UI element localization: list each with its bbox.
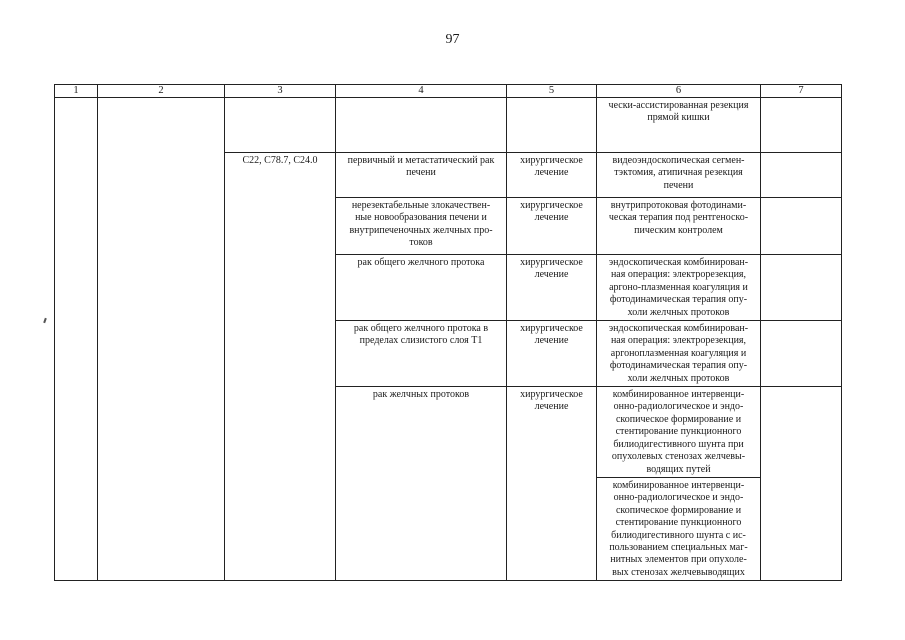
col-header-3: 3 [225, 85, 336, 98]
page-number: 97 [445, 32, 460, 47]
col-header-1: 1 [55, 85, 98, 98]
cell-col7 [761, 255, 842, 321]
cell-method [597, 255, 761, 321]
cell-disease [336, 387, 507, 581]
method-text: видеоэндоскопическая сегмен- тэктомия, атипичная резекция печени [612, 155, 745, 191]
method-text: комбинированное интервенци- онно-радиологическое и эндо- скопическое формирование и стентирование пункционного билиодигестивного шунта при опухолевых стенозах желчевы- водящих путей [611, 389, 746, 475]
treatment-text: хирургическое лечение [520, 200, 583, 224]
procedures-table [54, 84, 842, 581]
icd-codes-text: C22, C78.7, C24.0 [242, 155, 318, 166]
cell-col3 [225, 98, 336, 153]
cell-disease [336, 321, 507, 387]
method-text: комбинированное интервенци- онно-радиологическое и эндо- скопическое формирование и стентирование пункционного билиодигестивного шунта с ис- пользованием специальных маг- нитных элементов при опухоле- вых стенозах желчевыводящих [609, 479, 748, 578]
cell-treatment [507, 321, 597, 387]
cell-treatment [507, 153, 597, 198]
cell-col2 [98, 98, 225, 581]
method-text: чески-ассистированная резекция прямой кишки [608, 100, 749, 124]
cell-method [597, 387, 761, 478]
method-text: внутрипротоковая фотодинами- ческая терапия под рентгеноско- пическим контролем [608, 200, 749, 236]
cell-disease [336, 198, 507, 255]
disease-text: рак общего желчного протока [357, 257, 485, 268]
header-row [55, 85, 842, 98]
treatment-text: хирургическое лечение [520, 257, 583, 281]
disease-text: рак желчных протоков [372, 389, 470, 401]
cell-col7 [761, 321, 842, 387]
disease-text: первичный и метастатический рак печени [347, 155, 495, 179]
cell-disease [336, 153, 507, 198]
scan-speck [43, 318, 47, 323]
method-text: эндоскопическая комбинирован- ная операция: электрорезекция, аргоно-плазменная коагуляция и фотодинамическая терапия опу- холи желчных протоков [608, 257, 749, 318]
cell-treatment [507, 198, 597, 255]
cell-treatment [507, 255, 597, 321]
cell-col7 [761, 387, 842, 581]
method-text: эндоскопическая комбинирован- ная операция: электрорезекция, аргоноплазменная коагуляция и фотодинамическая терапия опу- холи желчных протоков [608, 323, 749, 384]
cell-col1 [55, 98, 98, 581]
cell-disease [336, 255, 507, 321]
cell-col7 [761, 198, 842, 255]
treatment-text: хирургическое лечение [520, 155, 583, 179]
cell-method [597, 477, 761, 580]
col-header-6: 6 [597, 85, 761, 98]
cell-method [597, 198, 761, 255]
disease-text: рак общего желчного протока в пределах слизистого слоя T1 [353, 323, 489, 347]
table-row [55, 98, 842, 153]
cell-col7 [761, 153, 842, 198]
treatment-text: хирургическое лечение [520, 389, 583, 413]
cell-method [597, 321, 761, 387]
col-header-7: 7 [761, 85, 842, 98]
col-header-5: 5 [507, 85, 597, 98]
cell-method [597, 153, 761, 198]
col-header-2: 2 [98, 85, 225, 98]
treatment-text: хирургическое лечение [520, 323, 583, 347]
col-header-4: 4 [336, 85, 507, 98]
cell-method [597, 98, 761, 153]
cell-disease [336, 98, 507, 153]
disease-text: нерезектабельные злокачествен- ные новообразования печени и внутрипеченочных желчных про- токов [349, 200, 493, 249]
cell-col7 [761, 98, 842, 153]
cell-icd-codes [225, 153, 336, 581]
cell-treatment [507, 387, 597, 581]
cell-treatment [507, 98, 597, 153]
